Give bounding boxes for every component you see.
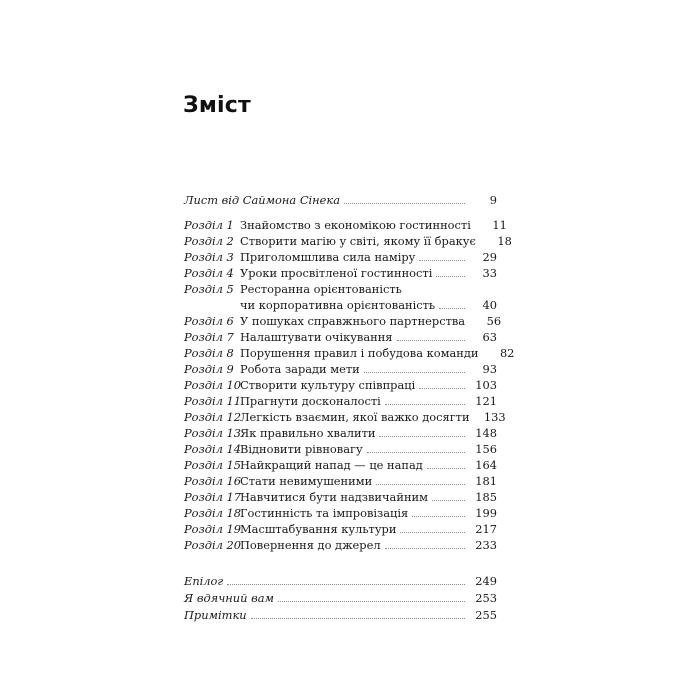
chapter-label: Розділ 18 <box>184 506 241 520</box>
entry-label: Примітки <box>184 608 247 622</box>
chapter-title: Навчитися бути надзвичайним <box>240 490 428 504</box>
dot-leader <box>432 492 465 501</box>
chapter-label: Розділ 3 <box>184 250 234 264</box>
page-number: 181 <box>475 474 497 488</box>
entry-label: Епілог <box>184 574 224 588</box>
toc-entry-chapter-14[interactable] <box>184 441 497 457</box>
chapter-title: Налаштувати очікування <box>240 330 393 344</box>
toc-entry-chapter-10[interactable] <box>184 377 497 393</box>
dot-leader <box>251 610 465 619</box>
dot-leader <box>439 300 465 309</box>
toc-entry-epilogue[interactable] <box>184 573 497 589</box>
chapter-label: Розділ 2 <box>184 234 234 248</box>
chapter-label: Розділ 16 <box>184 474 241 488</box>
page-number: 185 <box>475 490 497 504</box>
page-number: 148 <box>475 426 497 440</box>
toc-entry-chapter-8[interactable] <box>184 345 515 361</box>
chapter-title-line-2: чи корпоративна орієнтованість <box>240 298 436 312</box>
toc-entry-notes[interactable] <box>184 607 497 623</box>
page-number: 199 <box>475 506 497 520</box>
chapter-label: Розділ 20 <box>184 538 241 552</box>
page-number: 217 <box>475 522 497 536</box>
entry-label: Лист від Саймона Сінека <box>184 193 341 207</box>
page-number: 233 <box>475 538 497 552</box>
page-number: 121 <box>475 394 497 408</box>
page-number: 249 <box>475 574 497 588</box>
toc-entry-letter[interactable] <box>184 192 497 208</box>
chapter-title: Уроки просвітленої гостинності <box>240 266 433 280</box>
toc-entry-chapter-7[interactable] <box>184 329 497 345</box>
toc-entry-chapter-9[interactable] <box>184 361 497 377</box>
chapter-label: Розділ 6 <box>184 314 234 328</box>
dot-leader <box>436 268 465 277</box>
page-number: 56 <box>486 314 502 328</box>
chapter-label: Розділ 14 <box>184 442 241 456</box>
page-number: 156 <box>475 442 497 456</box>
dot-leader <box>419 252 465 261</box>
chapter-title: Повернення до джерел <box>240 538 381 552</box>
chapter-title: Створити культуру співпраці <box>240 378 416 392</box>
toc-entry-chapter-4[interactable] <box>184 265 497 281</box>
dot-leader <box>419 380 465 389</box>
dot-leader <box>367 444 465 453</box>
chapter-label: Розділ 1 <box>184 218 234 232</box>
page-title: Зміст <box>183 93 251 118</box>
dot-leader <box>278 593 465 602</box>
chapter-title: Легкість взаємин, якої важко досягти <box>240 410 470 424</box>
chapter-label: Розділ 10 <box>184 378 241 392</box>
chapter-title: Прагнути досконалості <box>240 394 381 408</box>
chapter-title: Знайомство з економікою гостинності <box>240 218 471 232</box>
dot-leader <box>385 396 465 405</box>
toc-entry-chapter-16[interactable] <box>184 473 497 489</box>
page-number: 40 <box>482 298 497 312</box>
toc-entry-chapter-17[interactable] <box>184 489 497 505</box>
toc-entry-chapter-2[interactable] <box>184 233 512 249</box>
toc-entry-chapter-15[interactable] <box>184 457 497 473</box>
toc-entry-chapter-1[interactable] <box>184 217 507 233</box>
page-number: 93 <box>482 362 497 376</box>
toc-entry-chapter-5[interactable] <box>184 297 497 313</box>
chapter-label: Розділ 4 <box>184 266 234 280</box>
dot-leader <box>379 428 465 437</box>
chapter-title: Робота заради мети <box>240 362 360 376</box>
entry-label: Я вдячний вам <box>184 591 274 605</box>
toc-entry-chapter-11[interactable] <box>184 393 497 409</box>
chapter-label: Розділ 17 <box>184 490 241 504</box>
page-number: 29 <box>482 250 497 264</box>
page-number: 103 <box>475 378 497 392</box>
dot-leader <box>344 195 465 204</box>
dot-leader <box>397 332 466 341</box>
page-number: 63 <box>482 330 497 344</box>
dot-leader <box>427 460 465 469</box>
page-number: 133 <box>483 410 506 424</box>
toc-entry-acknowledgements[interactable] <box>184 590 497 606</box>
chapter-label: Розділ 19 <box>184 522 241 536</box>
chapter-label: Розділ 13 <box>184 426 241 440</box>
toc-entry-chapter-18[interactable] <box>184 505 497 521</box>
page-number: 164 <box>475 458 497 472</box>
chapter-label: Розділ 9 <box>184 362 234 376</box>
toc-entry-chapter-3[interactable] <box>184 249 497 265</box>
dot-leader <box>376 476 465 485</box>
toc-entry-chapter-13[interactable] <box>184 425 497 441</box>
dot-leader <box>227 576 465 585</box>
page-number: 9 <box>489 193 497 207</box>
toc-entry-chapter-5-first-line <box>184 281 497 297</box>
chapter-title: Відновити рівновагу <box>240 442 363 456</box>
chapter-title-line-1: Ресторанна орієнтованість <box>240 282 402 296</box>
dot-leader <box>364 364 465 373</box>
toc-entry-chapter-12[interactable] <box>184 409 506 425</box>
chapter-label: Розділ 5 <box>184 282 234 296</box>
page-number: 18 <box>497 234 512 248</box>
chapter-title: Масштабування культури <box>240 522 397 536</box>
toc-entry-chapter-6[interactable] <box>184 313 502 329</box>
chapter-title: Приголомшлива сила наміру <box>240 250 416 264</box>
chapter-label: Розділ 7 <box>184 330 234 344</box>
page-number: 253 <box>475 591 497 605</box>
page-number: 11 <box>492 218 507 232</box>
chapter-label: Розділ 11 <box>184 394 241 408</box>
chapter-title: Найкращий напад — це напад <box>240 458 423 472</box>
chapter-label: Розділ 15 <box>184 458 241 472</box>
dot-leader <box>400 524 465 533</box>
toc-entry-chapter-19[interactable] <box>184 521 497 537</box>
toc-entry-chapter-20[interactable] <box>184 537 497 553</box>
chapter-title: У пошуках справжнього партнерства <box>240 314 466 328</box>
chapter-title: Створити магію у світі, якому її бракує <box>240 234 476 248</box>
dot-leader <box>385 540 465 549</box>
chapter-title: Стати невимушеними <box>240 474 373 488</box>
page-number: 82 <box>499 346 515 360</box>
chapter-title: Гостинність та імпровізація <box>240 506 409 520</box>
chapter-title: Порушення правил і побудова команди <box>240 346 479 360</box>
page-number: 33 <box>482 266 497 280</box>
dot-leader <box>412 508 465 517</box>
page-number: 255 <box>475 608 497 622</box>
chapter-label: Розділ 8 <box>184 346 234 360</box>
chapter-title: Як правильно хвалити <box>240 426 376 440</box>
chapter-label: Розділ 12 <box>184 410 241 424</box>
